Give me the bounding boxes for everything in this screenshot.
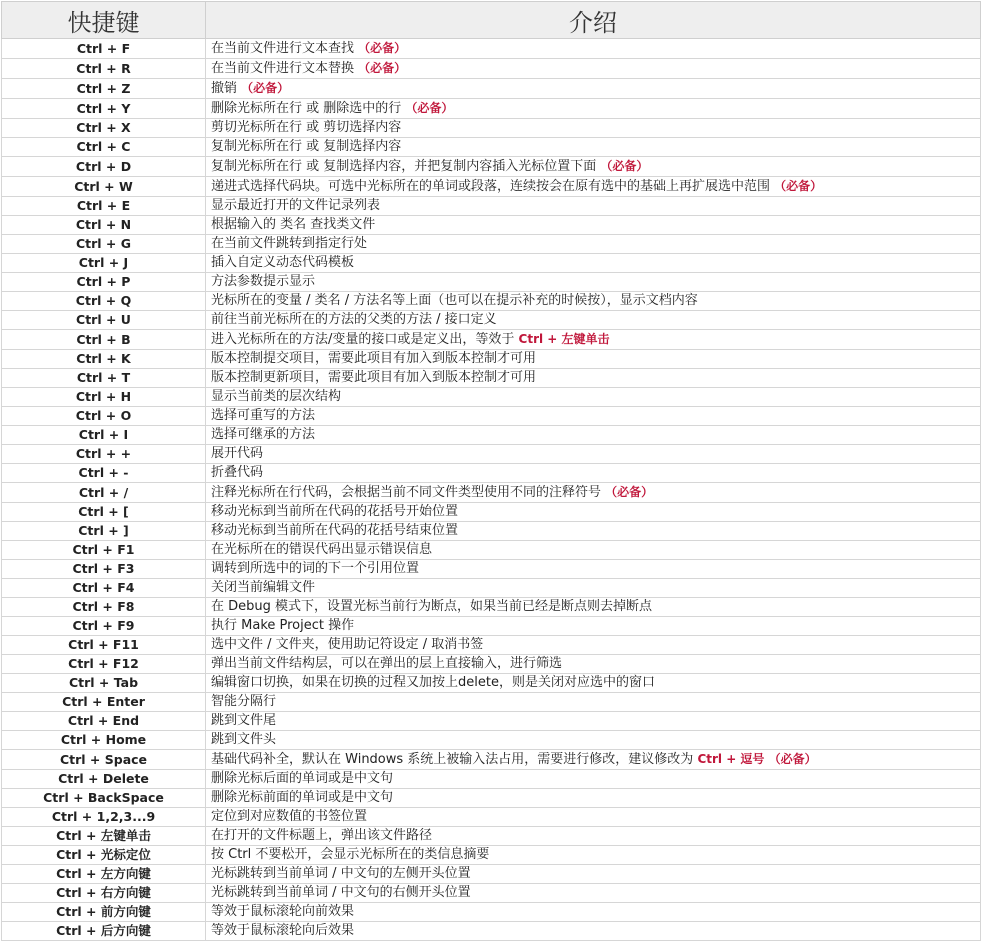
shortcut-key: Ctrl + T: [2, 369, 206, 388]
shortcut-key: Ctrl + W: [2, 177, 206, 197]
shortcut-key: Ctrl + P: [2, 273, 206, 292]
table-row: [2, 330, 981, 350]
description-text: 删除光标后面的单词或是中文句: [211, 771, 394, 786]
table-row: [2, 770, 981, 789]
shortcut-description: [206, 388, 981, 407]
shortcut-description: [206, 99, 981, 119]
shortcut-key: Ctrl + [: [2, 503, 206, 522]
table-row: [2, 541, 981, 560]
table-row: [2, 865, 981, 884]
shortcut-description: [206, 292, 981, 311]
shortcut-key: Ctrl + F11: [2, 636, 206, 655]
table-row: [2, 426, 981, 445]
description-text: 移动光标到当前所在代码的花括号开始位置: [211, 504, 459, 519]
description-text: 弹出当前文件结构层，可以在弹出的层上直接输入，进行筛选: [211, 656, 563, 671]
shortcut-key: Ctrl + -: [2, 464, 206, 483]
description-text: 复制光标所在行 或 复制选择内容，并把复制内容插入光标位置下面: [211, 159, 597, 174]
description-text: 版本控制更新项目，需要此项目有加入到版本控制才可用: [211, 370, 537, 385]
shortcut-description: [206, 445, 981, 464]
shortcut-key: Ctrl + U: [2, 311, 206, 330]
required-note: （必备）: [774, 179, 823, 193]
shortcut-description: [206, 330, 981, 350]
shortcut-key: Ctrl + F8: [2, 598, 206, 617]
required-note: Ctrl + 左键单击: [518, 332, 610, 346]
shortcut-description: [206, 369, 981, 388]
shortcut-description: [206, 503, 981, 522]
shortcut-description: [206, 731, 981, 750]
shortcut-description: [206, 750, 981, 770]
table-row: [2, 655, 981, 674]
description-text: 跳到文件头: [211, 732, 277, 747]
table-row: [2, 59, 981, 79]
description-text: 在打开的文件标题上，弹出该文件路径: [211, 828, 433, 843]
table-row: [2, 39, 981, 59]
shortcut-key: Ctrl + N: [2, 216, 206, 235]
table-row: [2, 350, 981, 369]
required-note: （必备）: [358, 61, 407, 75]
shortcut-description: [206, 426, 981, 445]
shortcut-key: Ctrl + F9: [2, 617, 206, 636]
shortcut-description: [206, 827, 981, 846]
shortcut-key: Ctrl + F: [2, 39, 206, 59]
table-header: [2, 2, 981, 39]
shortcut-key: Ctrl + Tab: [2, 674, 206, 693]
table-row: [2, 407, 981, 426]
shortcut-description: [206, 808, 981, 827]
description-text: 光标跳转到当前单词 / 中文句的左侧开头位置: [211, 866, 471, 881]
shortcut-key: Ctrl + 左键单击: [2, 827, 206, 846]
shortcut-key: Ctrl + G: [2, 235, 206, 254]
table-row: [2, 445, 981, 464]
table-row: [2, 216, 981, 235]
table-row: [2, 674, 981, 693]
table-row: [2, 138, 981, 157]
shortcut-key: Ctrl + O: [2, 407, 206, 426]
table-row: [2, 750, 981, 770]
description-text: 跳到文件尾: [211, 713, 277, 728]
shortcut-key: Ctrl + ]: [2, 522, 206, 541]
table-row: [2, 827, 981, 846]
description-text: 在 Debug 模式下，设置光标当前行为断点，如果当前已经是断点则去掉断点: [211, 599, 653, 614]
description-text: 根据输入的 类名 查找类文件: [211, 217, 376, 232]
table-row: [2, 388, 981, 407]
shortcut-key: Ctrl + Z: [2, 79, 206, 99]
shortcut-key: Ctrl + K: [2, 350, 206, 369]
description-text: 显示当前类的层次结构: [211, 389, 342, 404]
description-text: 方法参数提示显示: [211, 274, 316, 289]
shortcut-description: [206, 138, 981, 157]
description-text: 进入光标所在的方法/变量的接口或是定义出，等效于: [211, 332, 515, 347]
shortcut-description: [206, 636, 981, 655]
table-row: [2, 197, 981, 216]
table-row: [2, 483, 981, 503]
shortcut-description: [206, 541, 981, 560]
shortcut-description: [206, 789, 981, 808]
shortcut-description: [206, 884, 981, 903]
shortcut-description: [206, 693, 981, 712]
shortcut-key: Ctrl + 光标定位: [2, 846, 206, 865]
table-row: [2, 235, 981, 254]
description-text: 光标跳转到当前单词 / 中文句的右侧开头位置: [211, 885, 471, 900]
shortcut-description: [206, 79, 981, 99]
shortcut-description: [206, 59, 981, 79]
shortcut-key: Ctrl + D: [2, 157, 206, 177]
shortcut-key: Ctrl + Space: [2, 750, 206, 770]
shortcut-description: [206, 922, 981, 941]
shortcut-description: [206, 483, 981, 503]
table-row: [2, 254, 981, 273]
table-row: [2, 789, 981, 808]
table-row: [2, 119, 981, 138]
description-text: 复制光标所在行 或 复制选择内容: [211, 139, 402, 154]
description-text: 撤销: [211, 81, 238, 96]
description-text: 定位到对应数值的书签位置: [211, 809, 368, 824]
description-text: 等效于鼠标滚轮向后效果: [211, 923, 355, 938]
shortcut-key: Ctrl + 前方向键: [2, 903, 206, 922]
shortcut-description: [206, 407, 981, 426]
shortcut-key: Ctrl + I: [2, 426, 206, 445]
description-text: 删除光标所在行 或 删除选中的行: [211, 101, 402, 116]
table-row: [2, 579, 981, 598]
table-row: [2, 598, 981, 617]
shortcut-key: Ctrl + R: [2, 59, 206, 79]
shortcut-key: Ctrl + +: [2, 445, 206, 464]
shortcut-description: [206, 674, 981, 693]
description-text: 移动光标到当前所在代码的花括号结束位置: [211, 523, 459, 538]
shortcut-description: [206, 579, 981, 598]
table-row: [2, 292, 981, 311]
shortcut-description: [206, 655, 981, 674]
shortcut-key: Ctrl + E: [2, 197, 206, 216]
description-text: 选中文件 / 文件夹，使用助记符设定 / 取消书签: [211, 637, 484, 652]
shortcut-description: [206, 216, 981, 235]
shortcut-key: Ctrl + BackSpace: [2, 789, 206, 808]
required-note: Ctrl + 逗号 （必备）: [697, 752, 817, 766]
description-text: 剪切光标所在行 或 剪切选择内容: [211, 120, 402, 135]
description-text: 在光标所在的错误代码出显示错误信息: [211, 542, 433, 557]
shortcut-description: [206, 617, 981, 636]
shortcut-description: [206, 464, 981, 483]
table-row: [2, 369, 981, 388]
description-text: 插入自定义动态代码模板: [211, 255, 355, 270]
table-row: [2, 693, 981, 712]
required-note: （必备）: [241, 81, 290, 95]
shortcut-description: [206, 197, 981, 216]
shortcut-key: Ctrl + F4: [2, 579, 206, 598]
description-text: 递进式选择代码块。可选中光标所在的单词或段落，连续按会在原有选中的基础上再扩展选中范围: [211, 179, 771, 194]
header-desc: 介绍: [206, 2, 981, 39]
table-row: [2, 273, 981, 292]
description-text: 折叠代码: [211, 465, 264, 480]
shortcut-key: Ctrl + F12: [2, 655, 206, 674]
shortcut-description: [206, 903, 981, 922]
shortcut-key: Ctrl + B: [2, 330, 206, 350]
shortcut-key: Ctrl + /: [2, 483, 206, 503]
shortcut-description: [206, 522, 981, 541]
table-row: [2, 846, 981, 865]
description-text: 智能分隔行: [211, 694, 277, 709]
shortcut-table: [1, 1, 981, 941]
table-row: [2, 464, 981, 483]
shortcut-key: Ctrl + F1: [2, 541, 206, 560]
shortcut-key: Ctrl + Home: [2, 731, 206, 750]
table-row: [2, 79, 981, 99]
table-row: [2, 903, 981, 922]
shortcut-key: Ctrl + F3: [2, 560, 206, 579]
shortcut-key: Ctrl + Q: [2, 292, 206, 311]
description-text: 编辑窗口切换，如果在切换的过程又加按上delete，则是关闭对应选中的窗口: [211, 675, 655, 690]
shortcut-key: Ctrl + 后方向键: [2, 922, 206, 941]
shortcut-description: [206, 119, 981, 138]
table-row: [2, 99, 981, 119]
shortcut-description: [206, 177, 981, 197]
table-row: [2, 884, 981, 903]
description-text: 基础代码补全，默认在 Windows 系统上被输入法占用，需要进行修改，建议修改为: [211, 752, 694, 767]
description-text: 展开代码: [211, 446, 264, 461]
shortcut-description: [206, 157, 981, 177]
table-row: [2, 560, 981, 579]
shortcut-description: [206, 273, 981, 292]
shortcut-key: Ctrl + Delete: [2, 770, 206, 789]
description-text: 选择可继承的方法: [211, 427, 316, 442]
shortcut-key: Ctrl + X: [2, 119, 206, 138]
table-row: [2, 617, 981, 636]
table-row: [2, 731, 981, 750]
shortcut-key: Ctrl + J: [2, 254, 206, 273]
shortcut-description: [206, 712, 981, 731]
shortcut-description: [206, 598, 981, 617]
description-text: 显示最近打开的文件记录列表: [211, 198, 381, 213]
description-text: 按 Ctrl 不要松开，会显示光标所在的类信息摘要: [211, 847, 490, 862]
table-row: [2, 177, 981, 197]
description-text: 调转到所选中的词的下一个引用位置: [211, 561, 420, 576]
description-text: 选择可重写的方法: [211, 408, 316, 423]
table-row: [2, 808, 981, 827]
header-key: 快捷键: [2, 2, 206, 39]
table-row: [2, 522, 981, 541]
shortcut-description: [206, 311, 981, 330]
shortcut-key: Ctrl + H: [2, 388, 206, 407]
table-row: [2, 922, 981, 941]
shortcut-description: [206, 770, 981, 789]
description-text: 删除光标前面的单词或是中文句: [211, 790, 394, 805]
shortcut-key: Ctrl + Y: [2, 99, 206, 119]
table-row: [2, 311, 981, 330]
table-row: [2, 503, 981, 522]
shortcut-key: Ctrl + End: [2, 712, 206, 731]
description-text: 前往当前光标所在的方法的父类的方法 / 接口定义: [211, 312, 497, 327]
shortcut-description: [206, 560, 981, 579]
description-text: 在当前文件进行文本替换: [211, 61, 355, 76]
description-text: 执行 Make Project 操作: [211, 618, 355, 633]
shortcut-description: [206, 865, 981, 884]
description-text: 等效于鼠标滚轮向前效果: [211, 904, 355, 919]
table-row: [2, 636, 981, 655]
description-text: 版本控制提交项目，需要此项目有加入到版本控制才可用: [211, 351, 537, 366]
description-text: 在当前文件跳转到指定行处: [211, 236, 368, 251]
header-row: [2, 2, 981, 39]
description-text: 关闭当前编辑文件: [211, 580, 316, 595]
table-row: [2, 157, 981, 177]
description-text: 光标所在的变量 / 类名 / 方法名等上面（也可以在提示补充的时候按），显示文档内容: [211, 293, 698, 308]
shortcut-key: Ctrl + 左方向键: [2, 865, 206, 884]
shortcut-description: [206, 254, 981, 273]
shortcut-key: Ctrl + 1,2,3...9: [2, 808, 206, 827]
shortcut-description: [206, 350, 981, 369]
table-body: [2, 39, 981, 941]
table-row: [2, 712, 981, 731]
required-note: （必备）: [405, 101, 454, 115]
required-note: （必备）: [600, 159, 649, 173]
shortcut-key: Ctrl + 右方向键: [2, 884, 206, 903]
shortcut-key: Ctrl + Enter: [2, 693, 206, 712]
shortcut-key: Ctrl + C: [2, 138, 206, 157]
description-text: 注释光标所在行代码，会根据当前不同文件类型使用不同的注释符号: [211, 485, 602, 500]
shortcut-description: [206, 846, 981, 865]
description-text: 在当前文件进行文本查找: [211, 41, 355, 56]
required-note: （必备）: [358, 41, 407, 55]
shortcut-description: [206, 39, 981, 59]
shortcut-description: [206, 235, 981, 254]
required-note: （必备）: [605, 485, 654, 499]
